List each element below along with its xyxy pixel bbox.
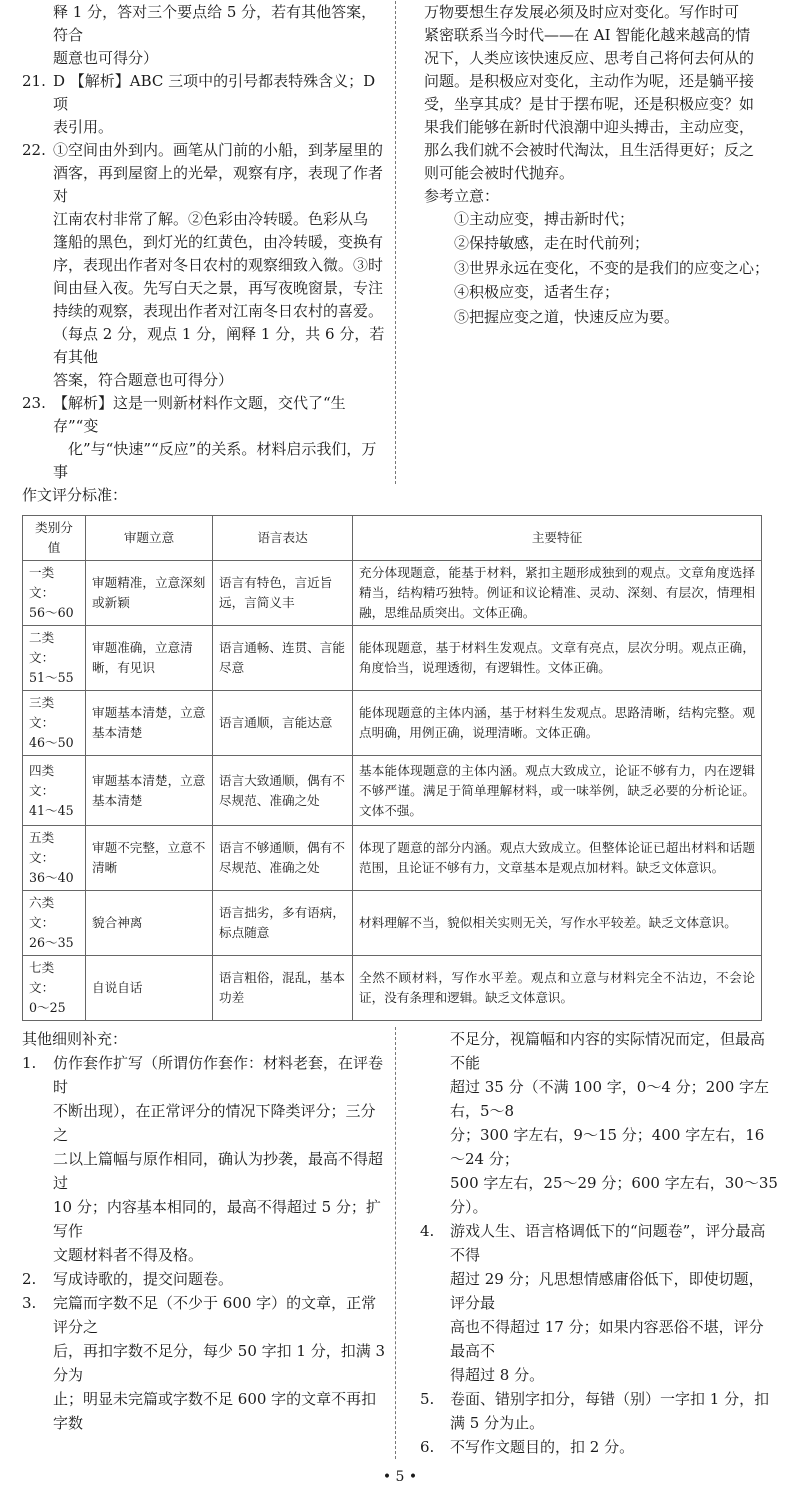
score-range: 0～25 [29,1000,66,1015]
supplement-title: 其他细则补充： [22,1030,128,1048]
answer-item [22,70,389,139]
text-line: 10 分；内容基本相同的，最高不得超过 5 分；扩写作 [53,1198,381,1240]
category-label: 三类文： [29,695,55,730]
header-topic: 审题立意 [86,516,213,561]
category-label: 六类文： [29,895,55,930]
text-line: 问题。是积极应对变化，主动作为呢，还是躺平接 [424,72,755,90]
table-row [23,756,762,826]
text-line: 况下，人类应该快速反应、思考自己将何去何从的 [424,49,755,67]
table-header-row [23,516,762,561]
feature-cell: 充分体现题意，能基于材料，紧扣主题形成独到的观点。文章角度选择精当，结构精巧独特。例证和议论精准、灵动、深刻、有层次，情理相融，思维品质突出。文体正确。 [353,561,762,626]
topic-cell: 自说自话 [86,956,213,1021]
text-line: ①空间由外到内。画笔从门前的小船，到茅屋里的 [53,141,384,159]
item-number: 4. [420,1222,435,1240]
header-features: 主要特征 [353,516,762,561]
text-line: 完篇而字数不足（不少于 600 字）的文章，正常评分之 [53,1294,377,1336]
score-range: 56～60 [29,605,74,620]
text-line: D 【解析】ABC 三项中的引号都表特殊含义；D 项 [53,72,376,113]
feature-cell: 基本能体现题意的主体内涵。观点大致成立，论证不够有力，内在逻辑不够严谨。满足于简单理解材料，或一味举例，缺乏必要的分析论证。文体不强。 [353,756,762,826]
score-range: 51～55 [29,670,74,685]
feature-cell: 全然不顾材料，写作水平差。观点和立意与材料完全不沾边，不会论证，没有条理和逻辑。缺乏文体意识。 [353,956,762,1021]
item-number: 3. [22,1294,37,1312]
item-number: 2. [22,1270,37,1288]
text-line: 分；300 字左右，9～15 分；400 字左右，16～24 分； [450,1126,765,1168]
text-line: 超过 29 分；凡思想情感庸俗低下，即使切题，评分最 [450,1270,764,1312]
table-row [23,691,762,756]
text-line: 不写作文题目的，扣 2 分。 [450,1438,635,1456]
answer-item [22,1291,389,1435]
category-cell [23,891,86,956]
category-label: 二类文： [29,630,55,665]
text-line: 题意也可得分） [53,49,159,67]
category-label: 七类文： [29,960,55,995]
topic-cell: 审题基本清楚，立意基本清楚 [86,691,213,756]
text-line: 【解析】这是一则新材料作文题，交代了“生存”“变 [53,394,346,435]
text-line: 表引用。 [53,118,114,136]
text-line: 序，表现出作者对冬日农村的观察细致入微。③时 [53,256,384,274]
category-label: 一类文： [29,565,55,600]
answer-item [22,139,389,392]
right-column-bottom [396,1027,778,1459]
feature-cell: 能体现题意的主体内涵，基于材料生发观点。思路清晰，结构完整。观点明确，用例正确，说理清晰。文体正确。 [353,691,762,756]
text-line: 不足分，视篇幅和内容的实际情况而定，但最高不能 [450,1030,766,1072]
table-row [23,561,762,626]
reference-item: ③世界永远在变化，不变的是我们的应变之心； [454,258,770,277]
answer-item [420,1027,778,1219]
score-range: 26～35 [29,935,74,950]
item-number: 22. [22,141,46,159]
text-line: 高也不得超过 17 分；如果内容恶俗不堪，评分最高不 [450,1318,764,1360]
answer-item [22,1267,389,1291]
top-section [22,0,778,484]
text-line: 间由昼入夜。先写白天之景，再写夜晚窗景，专注 [53,279,384,297]
header-language: 语言表达 [213,516,353,561]
text-line: 释 1 分，答对三个要点给 5 分，若有其他答案，符合 [53,3,377,44]
text-line: 那么我们就不会被时代淘汰，且生活得更好；反之 [424,141,755,159]
category-cell [23,826,86,891]
rubric-table [22,515,762,1021]
text-line: 受，坐享其成？是甘于摆布呢，还是积极应变？如 [424,95,755,113]
category-cell [23,956,86,1021]
reference-item: ④积极应变，适者生存； [454,283,620,302]
topic-cell: 审题不完整，立意不清晰 [86,826,213,891]
score-range: 36～40 [29,870,74,885]
text-line: 篷船的黑色，到灯光的红黄色，由冷转暖，变换有 [53,233,384,251]
left-column-bottom [22,1027,396,1459]
table-row [23,626,762,691]
text-line: 仿作套作扩写（所谓仿作套作：材料老套，在评卷时 [53,1054,384,1096]
topic-cell: 审题基本清楚，立意基本清楚 [86,756,213,826]
text-line: 果我们能够在新时代浪潮中迎头搏击，主动应变， [424,118,755,136]
language-cell: 语言有特色，言近旨远，言简义丰 [213,561,353,626]
score-range: 41～45 [29,802,74,818]
language-cell: 语言通顺，言能达意 [213,691,353,756]
rubric-title: 作文评分标准： [22,486,128,504]
text-line: 二以上篇幅与原作相同，确认为抄袭，最高不得超过 [53,1150,384,1192]
language-cell: 语言拙劣，多有语病，标点随意 [213,891,353,956]
text-line: 则可能会被时代抛弃。 [424,164,575,182]
reference-title: 参考立意： [424,187,500,205]
topic-cell: 貌合神离 [86,891,213,956]
answer-item [420,1435,778,1459]
text-line: 文题材料者不得及格。 [53,1246,204,1264]
header-category: 类别分值 [23,516,86,561]
topic-cell: 审题精准，立意深刻或新颖 [86,561,213,626]
category-label: 五类文： [29,830,55,865]
table-row [23,956,762,1021]
reference-item: ⑤把握应变之道，快速反应为要。 [454,307,680,326]
answer-item [22,1051,389,1267]
bottom-section [22,1027,778,1459]
text-line: 写成诗歌的，提交问题卷。 [53,1270,234,1288]
text-line: 酒客，再到屋窗上的光晕，观察有序，表现了作者对 [53,164,384,205]
item-number: 1. [22,1054,37,1072]
text-line: 紧密联系当今时代——在 AI 智能化越来越高的情 [424,26,751,44]
left-column-top [22,1,396,484]
topic-cell: 审题准确，立意清晰，有见识 [86,626,213,691]
text-line: 卷面、错别字扣分，每错（别）一字扣 1 分，扣满 5 分为止。 [450,1390,770,1432]
feature-cell: 材料理解不当，貌似相关实则无关，写作水平较差。缺乏文体意识。 [353,891,762,956]
category-cell [23,756,86,826]
item-number: 21. [22,72,46,90]
supplement-items-left [22,1051,389,1435]
text-line: 万物要想生存发展必须及时应对变化。写作时可 [424,3,740,21]
reference-item: ①主动应变，搏击新时代； [454,210,635,228]
text-line: 持续的观察，表现出作者对江南冬日农村的喜爱。 [53,302,384,320]
text-line: 500 字左右，25～29 分；600 字左右，30～35 分）。 [450,1174,778,1216]
language-cell: 语言不够通顺，偶有不尽规范、准确之处 [213,826,353,891]
text-line: （每点 2 分，观点 1 分，阐释 1 分，共 6 分，若有其他 [53,325,385,366]
language-cell: 语言粗俗，混乱，基本功差 [213,956,353,1021]
answer-item [420,1219,778,1387]
table-row [23,826,762,891]
answer-item [420,1387,778,1435]
text-line: 超过 35 分（不满 100 字，0～4 分；200 字左右，5～8 [450,1078,770,1120]
item-number: 23. [22,394,46,412]
text-line: 后，再扣字数不足分，每少 50 字扣 1 分，扣满 3 分为 [53,1342,386,1384]
text-line: 化”与“快速”“反应”的关系。材料启示我们，万事 [53,440,377,481]
category-label: 四类文： [29,762,55,798]
reference-item: ②保持敏感，走在时代前列； [454,234,650,253]
category-cell [23,561,86,626]
score-range: 46～50 [29,735,74,750]
item-number: 6. [420,1438,435,1456]
category-cell [23,691,86,756]
answer-item [22,392,389,484]
text-line: 不断出现），在正常评分的情况下降类评分；三分之 [53,1102,376,1144]
answer-item [22,1,389,70]
feature-cell: 体现了题意的部分内涵。观点大致成立。但整体论证已超出材料和话题范围，且论证不够有力，文章基本是观点加材料。缺乏文体意识。 [353,826,762,891]
text-line: 得超过 8 分。 [450,1366,545,1384]
item-number: 5. [420,1390,435,1408]
text-line: 止；明显未完篇或字数不足 600 字的文章不再扣字数 [53,1390,377,1432]
right-column-top [396,1,778,484]
page-number: • 5 • [382,1469,418,1485]
text-line: 江南农村非常了解。②色彩由冷转暖。色彩从乌 [53,210,369,228]
language-cell: 语言通畅、连贯、言能尽意 [213,626,353,691]
table-row [23,891,762,956]
feature-cell: 能体现题意，基于材料生发观点。文章有亮点，层次分明。观点正确，角度恰当，说理透彻，有逻辑性。文体正确。 [353,626,762,691]
text-line: 游戏人生、语言格调低下的“问题卷”，评分最高不得 [450,1222,766,1264]
language-cell: 语言大致通顺，偶有不尽规范、准确之处 [213,756,353,826]
text-line: 答案，符合题意也可得分） [53,371,234,389]
category-cell [23,626,86,691]
